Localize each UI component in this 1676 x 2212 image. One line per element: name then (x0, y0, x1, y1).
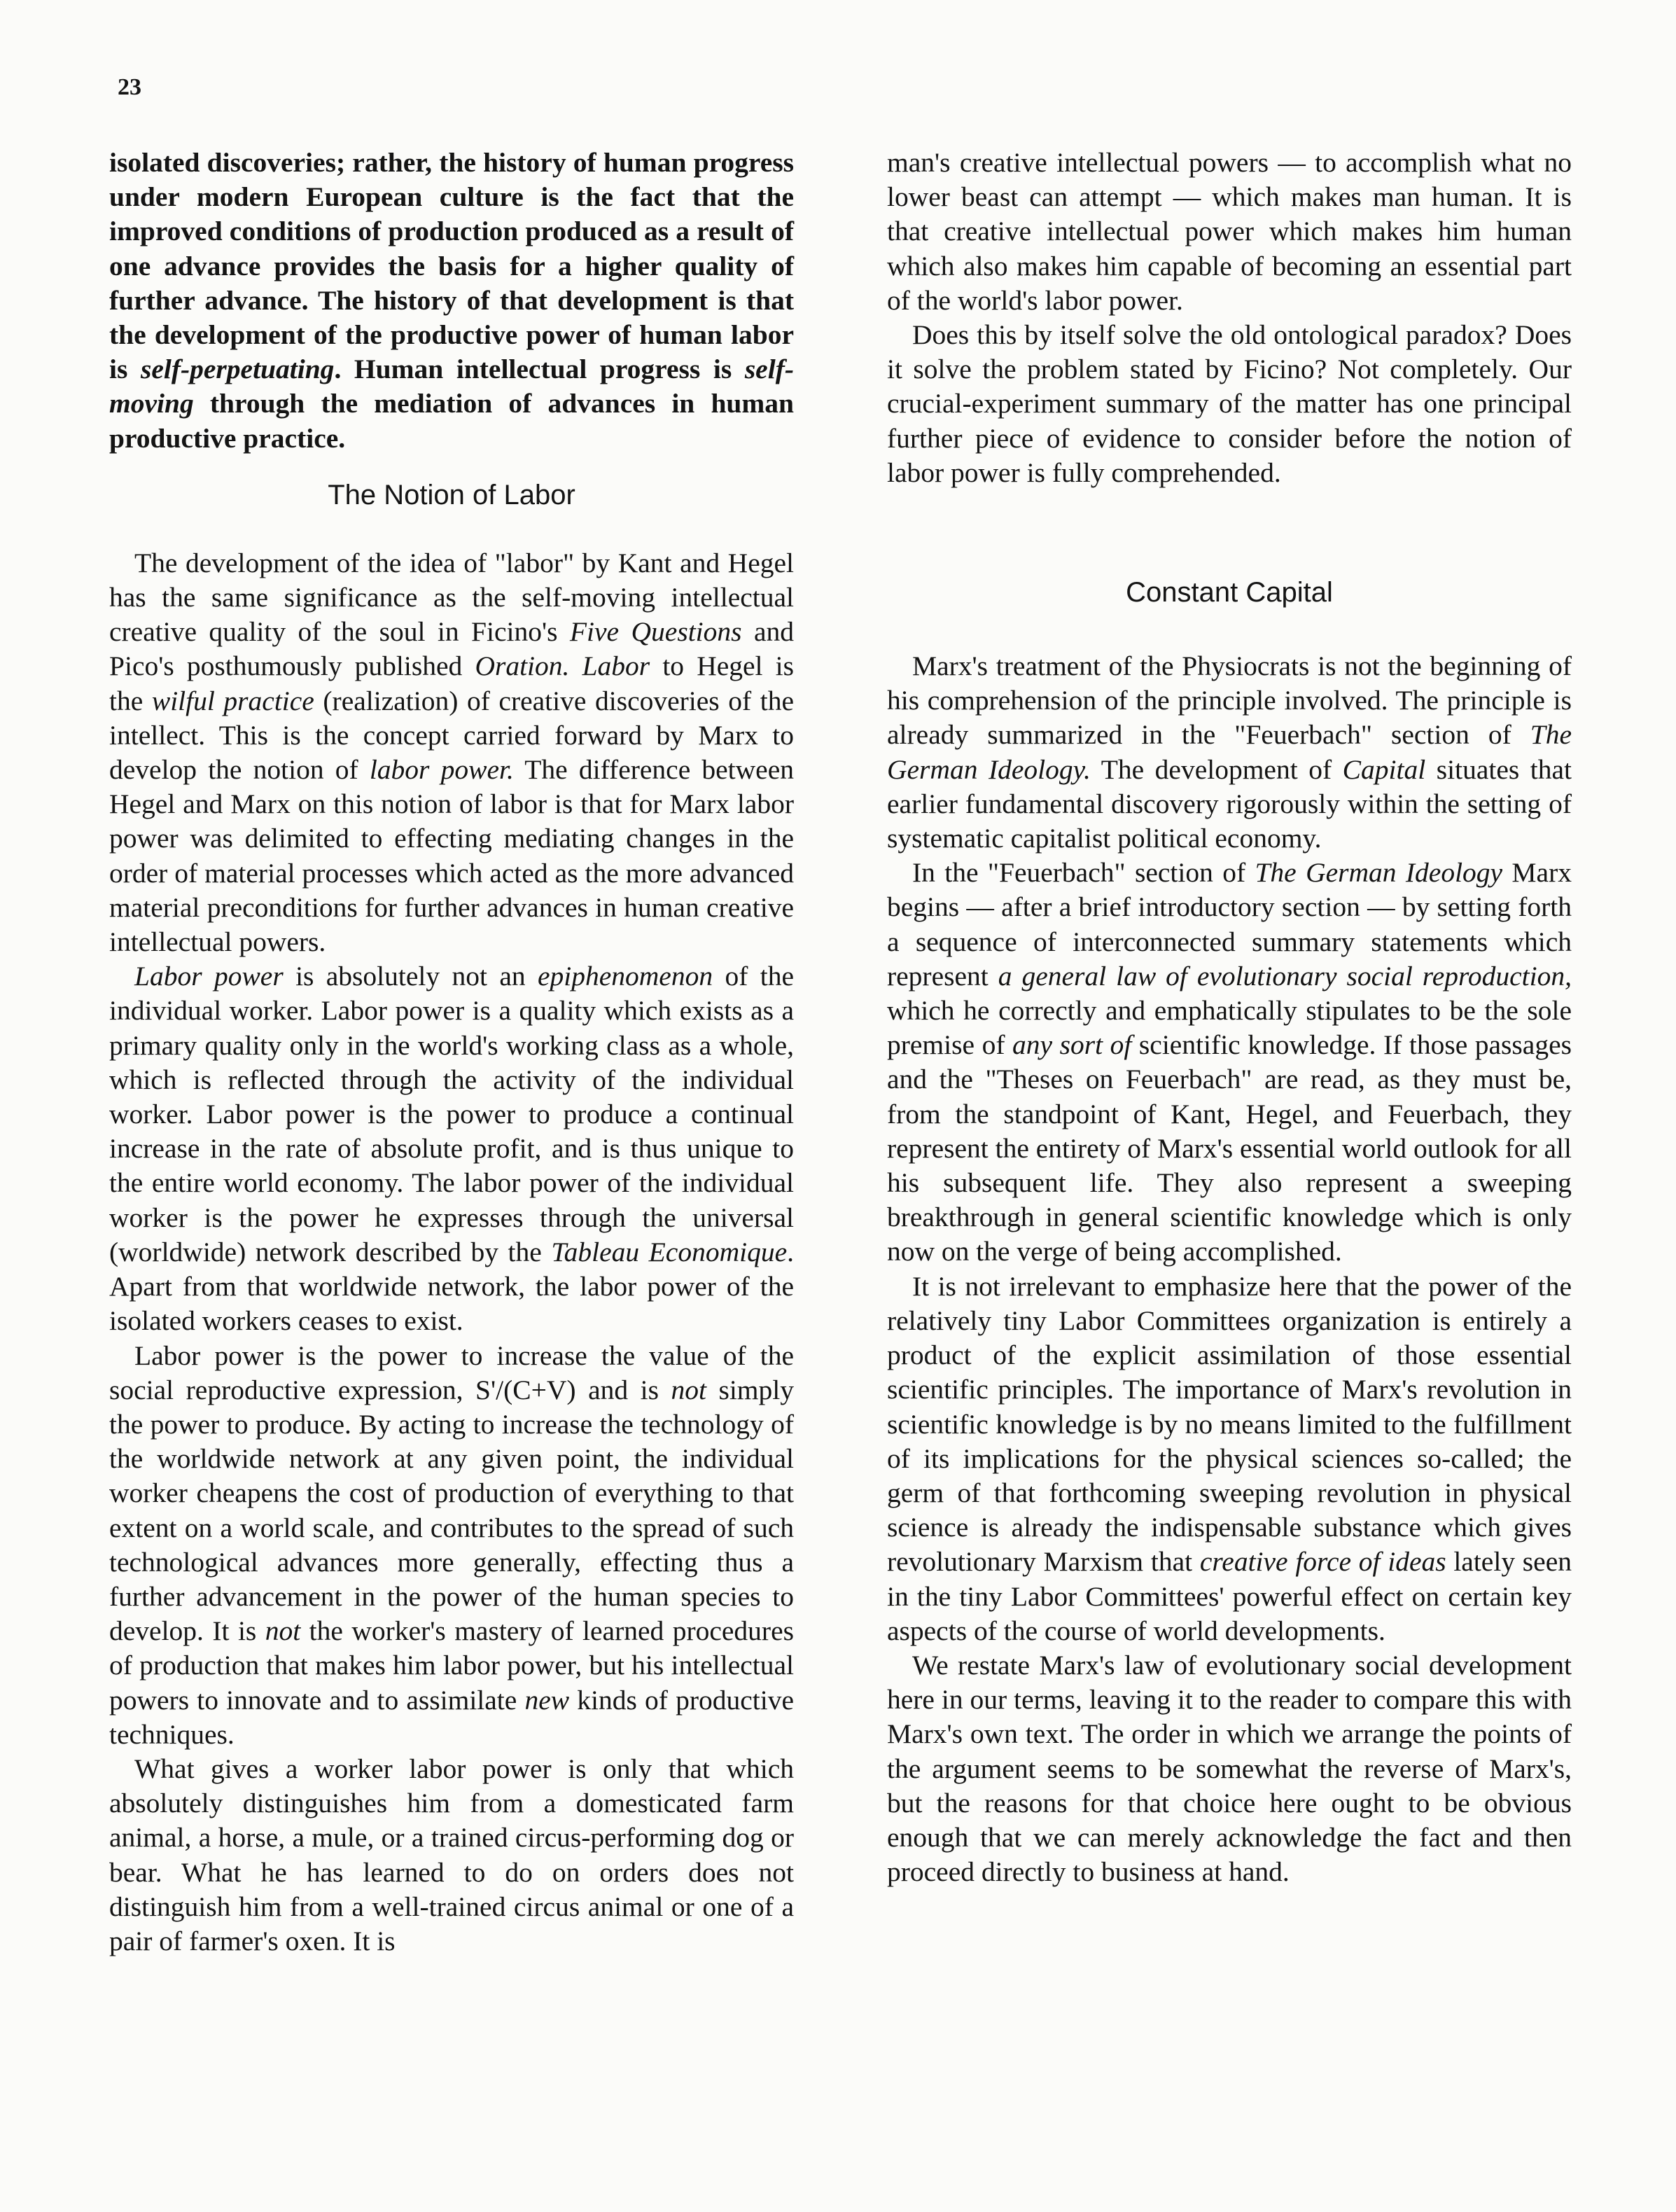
text-run: man's creative intellectual powers — to accomplish what no lower beast can attempt — which makes man human. It is that creative intellectual power which makes him human which also makes him capable of becoming an essential part of the world's labor power. (887, 147, 1572, 316)
text-run: The development of (1090, 753, 1343, 785)
italic-run: wilful practice (151, 685, 314, 716)
italic-run: a general law of evolutionary social reproduction, (998, 960, 1572, 992)
italic-run: Five Questions (569, 616, 742, 648)
text-run: Marx's treatment of the Physiocrats is not the beginning of his comprehension of the principle involved. The principle is already summarized in the "Feuerbach" section of (887, 651, 1572, 751)
text-run: isolated discoveries; rather, the history of human progress under modern European culture is the fact that the improved conditions of production produced as a result of one advance provides the basis for a higher quality of further advance. The history of that development is that the development of the productive power of human labor is (109, 147, 794, 385)
paragraph (109, 959, 794, 1338)
text-run: which he correctly and emphatically stipulates to be the sole premise of (887, 995, 1572, 1061)
italic-run: self-moving (109, 354, 794, 419)
italic-run: creative force of ideas (1199, 1546, 1446, 1578)
text-run: the worker's mastery of learned procedures of production that makes him labor power, but his intellectual powers to innovate and to assimilate (109, 1615, 794, 1716)
text-run: situates that earlier fundamental discovery rigorously within the setting of systematic capitalist political economy. (887, 753, 1572, 854)
right-column (887, 146, 1572, 1889)
text-run: is absolutely not an (283, 961, 538, 992)
paragraph (109, 146, 794, 456)
paragraph (887, 856, 1572, 1269)
page-number: 23 (118, 74, 141, 100)
paragraph (109, 1752, 794, 1959)
italic-run: Tableau Economique (551, 1236, 788, 1267)
italic-run: Capital (1342, 753, 1426, 785)
italic-run: new (524, 1684, 570, 1716)
italic-run: The German Ideology. (887, 719, 1572, 785)
italic-run: epiphenomenon (537, 961, 713, 992)
section-heading: The Notion of Labor (328, 479, 575, 510)
text-run: of the individual worker. Labor power is a quality which exists as a primary quality only in the world's working class as a whole, which is reflected through the activity of the individual worker. Labor power is the power to produce a continual increase in the rate of absolute profit, and is thus unique to the entire world economy. The labor power of the individual worker is the power he expresses through the universal (worldwide) network described by the (109, 961, 794, 1267)
text-run: lately seen in the tiny Labor Committees' powerful effect on certain key aspects of the course of world developments. (887, 1546, 1572, 1646)
text-run: Labor power is the power to increase the value of the social reproductive expression, S'/(C+V) and is (109, 1340, 794, 1405)
italic-run: Oration. (475, 651, 570, 682)
left-column (109, 146, 794, 1959)
text-run: What gives a worker labor power is only that which absolutely distinguishes him from a domesticated farm animal, a horse, a mule, or a trained circus-performing dog or bear. What he has learned to do on orders does not distinguish him from a well-trained circus animal or one of a pair of farmer's oxen. It is (109, 1753, 794, 1956)
text-run: Marx begins — after a brief introductory section — by setting forth a sequence of interconnected summary statements which represent (887, 857, 1572, 992)
paragraph (887, 318, 1572, 490)
paragraph (109, 1339, 794, 1752)
italic-run: self-perpetuating (140, 354, 335, 385)
text-run: We restate Marx's law of evolutionary social development here in our terms, leaving it to the reader to compare this with Marx's own text. The order in which we arrange the points of the argument seems to be somewhat the reverse of Marx's, but the reasons for that choice here ought to be obvious enough that we can merely acknowledge the fact and then proceed directly to business at hand. (887, 1649, 1572, 1888)
italic-run: labor power. (369, 754, 514, 786)
text-run: (realization) of creative discoveries of the intellect. This is the concept carried forward by Marx to develop the notion of (109, 685, 794, 786)
text-run: Does this by itself solve the old ontological paradox? Does it solve the problem stated by Ficino? Not completely. Our crucial-experiment summary of the matter has one principal further piece of evidence to consider before the notion of labor power is fully comprehended. (887, 319, 1572, 488)
text-run: . Apart from that worldwide network, the labor power of the isolated workers ceases to exist. (109, 1236, 794, 1337)
text-run: simply the power to produce. By acting to increase the technology of the worldwide network at any given point, the individual worker cheapens the cost of production of everything to that extent on a world scale, and contributes to the spread of such technological advances more generally, effecting thus a further advancement in the power of the human species to develop. It is (109, 1374, 795, 1647)
text-run (569, 651, 582, 681)
italic-run: not (265, 1615, 301, 1647)
text-run: to Hegel is the (109, 651, 795, 716)
italic-run: any sort of (1012, 1029, 1132, 1061)
text-run: It is not irrelevant to emphasize here that the power of the relatively tiny Labor Committees organization is entirely a product of the explicit assimilation of those essential scientific principles. The importance of Marx's revolution in scientific knowledge is by no means limited to the fulfillment of its implications for the physical sciences so-called; the germ of that forthcoming sweeping revolution in physical science is already the indispensable substance which gives revolutionary Marxism that (887, 1270, 1572, 1578)
italic-run: Labor (582, 651, 650, 682)
paragraph (109, 546, 794, 959)
text-run: kinds of productive techniques. (109, 1684, 794, 1750)
text-run: The difference between Hegel and Marx on this notion of labor is that for Marx labor power was delimited to effecting mediating changes in the order of material processes which acted as the more advanced material preconditions for further advances in human creative intellectual powers. (109, 754, 794, 958)
italic-run: Labor power (134, 961, 284, 992)
text-run: The development of the idea of "labor" by Kant and Hegel has the same significance as the self-moving intellectual creative quality of the soul in Ficino's (109, 547, 794, 648)
text-run: through the mediation of advances in human productive practice. (109, 388, 794, 454)
section-heading: Constant Capital (1126, 577, 1333, 608)
italic-run: not (671, 1374, 706, 1405)
text-run: scientific knowledge. If those passages and the "Theses on Feuerbach" are read, as they must be, from the standpoint of Kant, Hegel, and Feuerbach, they represent the entirety of Marx's essential world outlook for all his subsequent life. They also represent a sweeping breakthrough in general scientific knowledge which is only now on the verge of being accomplished. (887, 1029, 1572, 1267)
text-run: and Pico's posthumously published (109, 616, 794, 682)
italic-run: The German Ideology (1255, 857, 1503, 889)
text-run: . Human intellectual progress is (334, 354, 745, 385)
text-run: In the "Feuerbach" section of (912, 857, 1255, 889)
paragraph (887, 1270, 1572, 1648)
paragraph (887, 1648, 1572, 1889)
paragraph (887, 649, 1572, 856)
paragraph (887, 146, 1572, 318)
